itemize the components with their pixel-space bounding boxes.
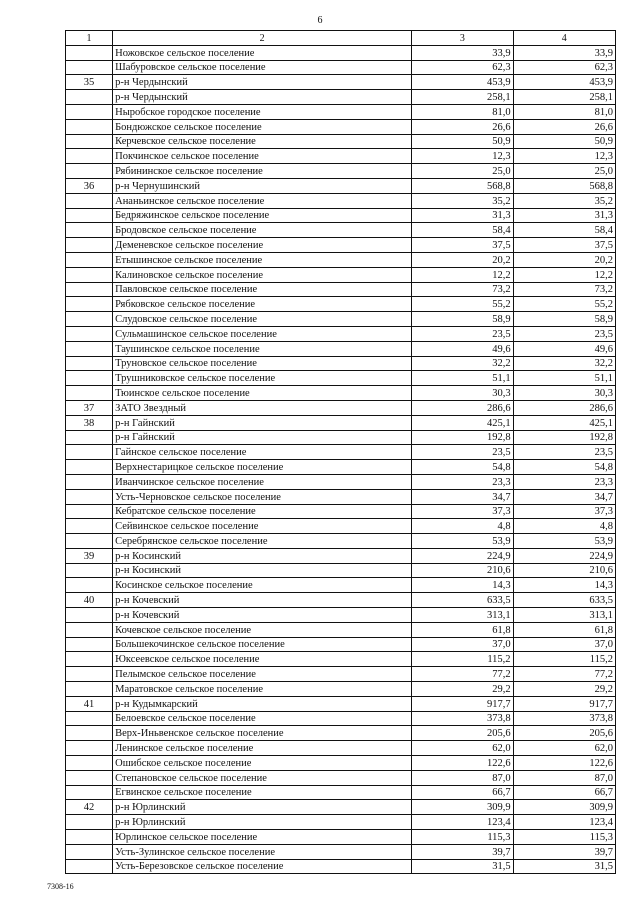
table-row bbox=[66, 578, 616, 593]
value-col4-cell: 32,2 bbox=[513, 356, 615, 371]
table-row bbox=[66, 563, 616, 578]
document-code: 7308-16 bbox=[47, 882, 74, 891]
table-row bbox=[66, 652, 616, 667]
value-col4-cell: 115,2 bbox=[513, 652, 615, 667]
value-col3-cell: 77,2 bbox=[412, 667, 513, 682]
row-number-cell bbox=[66, 371, 113, 386]
table-row bbox=[66, 637, 616, 652]
value-col3-cell: 258,1 bbox=[412, 90, 513, 105]
row-number-cell bbox=[66, 534, 113, 549]
value-col3-cell: 66,7 bbox=[412, 785, 513, 800]
value-col3-cell: 53,9 bbox=[412, 534, 513, 549]
row-number-cell bbox=[66, 682, 113, 697]
value-col4-cell: 192,8 bbox=[513, 430, 615, 445]
table-row bbox=[66, 430, 616, 445]
municipality-name-cell: Бондюжское сельское поселение bbox=[113, 119, 412, 134]
municipality-name-cell: Белоевское сельское поселение bbox=[113, 711, 412, 726]
table-row bbox=[66, 312, 616, 327]
value-col3-cell: 192,8 bbox=[412, 430, 513, 445]
table-row bbox=[66, 238, 616, 253]
table-row bbox=[66, 90, 616, 105]
table-row bbox=[66, 223, 616, 238]
value-col3-cell: 32,2 bbox=[412, 356, 513, 371]
value-col4-cell: 31,3 bbox=[513, 208, 615, 223]
table-body bbox=[66, 31, 616, 874]
value-col4-cell: 53,9 bbox=[513, 534, 615, 549]
value-col3-cell: 31,5 bbox=[412, 859, 513, 874]
value-col3-cell: 23,3 bbox=[412, 474, 513, 489]
row-number-cell bbox=[66, 119, 113, 134]
municipality-name-cell: Тюинское сельское поселение bbox=[113, 386, 412, 401]
value-col3-cell: 205,6 bbox=[412, 726, 513, 741]
municipality-name-cell: р-н Косинский bbox=[113, 563, 412, 578]
row-number-cell bbox=[66, 356, 113, 371]
value-col3-cell: 425,1 bbox=[412, 415, 513, 430]
row-number-cell bbox=[66, 711, 113, 726]
value-col4-cell: 4,8 bbox=[513, 519, 615, 534]
value-col4-cell: 23,5 bbox=[513, 445, 615, 460]
column-header-1: 1 bbox=[66, 31, 113, 46]
value-col3-cell: 58,4 bbox=[412, 223, 513, 238]
allocation-table bbox=[65, 30, 616, 874]
value-col3-cell: 917,7 bbox=[412, 696, 513, 711]
value-col3-cell: 34,7 bbox=[412, 489, 513, 504]
municipality-name-cell: Калиновское сельское поселение bbox=[113, 267, 412, 282]
value-col3-cell: 58,9 bbox=[412, 312, 513, 327]
table-row bbox=[66, 386, 616, 401]
row-number-cell bbox=[66, 489, 113, 504]
municipality-name-cell: Усть-Черновское сельское поселение bbox=[113, 489, 412, 504]
table-row bbox=[66, 474, 616, 489]
value-col4-cell: 313,1 bbox=[513, 608, 615, 623]
value-col3-cell: 29,2 bbox=[412, 682, 513, 697]
value-col4-cell: 26,6 bbox=[513, 119, 615, 134]
value-col4-cell: 12,2 bbox=[513, 267, 615, 282]
municipality-name-cell: Ленинское сельское поселение bbox=[113, 741, 412, 756]
value-col4-cell: 66,7 bbox=[513, 785, 615, 800]
row-number-cell bbox=[66, 104, 113, 119]
row-number-cell bbox=[66, 756, 113, 771]
value-col4-cell: 917,7 bbox=[513, 696, 615, 711]
value-col3-cell: 122,6 bbox=[412, 756, 513, 771]
municipality-name-cell: Таушинское сельское поселение bbox=[113, 341, 412, 356]
row-number-cell bbox=[66, 45, 113, 60]
value-col3-cell: 286,6 bbox=[412, 400, 513, 415]
row-number-cell bbox=[66, 726, 113, 741]
table-row bbox=[66, 800, 616, 815]
municipality-name-cell: Ножовское сельское поселение bbox=[113, 45, 412, 60]
row-number-cell bbox=[66, 460, 113, 475]
table-row bbox=[66, 75, 616, 90]
municipality-name-cell: Юрлинское сельское поселение bbox=[113, 830, 412, 845]
value-col4-cell: 210,6 bbox=[513, 563, 615, 578]
value-col4-cell: 205,6 bbox=[513, 726, 615, 741]
row-number-cell bbox=[66, 504, 113, 519]
table-row bbox=[66, 178, 616, 193]
value-col3-cell: 123,4 bbox=[412, 815, 513, 830]
table-row bbox=[66, 489, 616, 504]
row-number-cell: 40 bbox=[66, 593, 113, 608]
row-number-cell bbox=[66, 238, 113, 253]
row-number-cell bbox=[66, 622, 113, 637]
value-col4-cell: 633,5 bbox=[513, 593, 615, 608]
row-number-cell bbox=[66, 60, 113, 75]
municipality-name-cell: Сульмашинское сельское поселение bbox=[113, 326, 412, 341]
column-header-2: 2 bbox=[113, 31, 412, 46]
table-row bbox=[66, 548, 616, 563]
table-row bbox=[66, 859, 616, 874]
row-number-cell: 38 bbox=[66, 415, 113, 430]
value-col4-cell: 37,5 bbox=[513, 238, 615, 253]
value-col4-cell: 373,8 bbox=[513, 711, 615, 726]
table-row bbox=[66, 149, 616, 164]
row-number-cell bbox=[66, 252, 113, 267]
table-row bbox=[66, 193, 616, 208]
table-row bbox=[66, 297, 616, 312]
value-col4-cell: 81,0 bbox=[513, 104, 615, 119]
value-col3-cell: 55,2 bbox=[412, 297, 513, 312]
row-number-cell bbox=[66, 519, 113, 534]
value-col4-cell: 77,2 bbox=[513, 667, 615, 682]
row-number-cell: 35 bbox=[66, 75, 113, 90]
table-row bbox=[66, 119, 616, 134]
value-col3-cell: 51,1 bbox=[412, 371, 513, 386]
municipality-name-cell: Степановское сельское поселение bbox=[113, 770, 412, 785]
municipality-name-cell: р-н Юрлинский bbox=[113, 815, 412, 830]
municipality-name-cell: Павловское сельское поселение bbox=[113, 282, 412, 297]
value-col4-cell: 30,3 bbox=[513, 386, 615, 401]
municipality-name-cell: Труновское сельское поселение bbox=[113, 356, 412, 371]
row-number-cell: 42 bbox=[66, 800, 113, 815]
value-col3-cell: 30,3 bbox=[412, 386, 513, 401]
row-number-cell bbox=[66, 297, 113, 312]
municipality-name-cell: Гайнское сельское поселение bbox=[113, 445, 412, 460]
municipality-name-cell: Усть-Зулинское сельское поселение bbox=[113, 844, 412, 859]
municipality-name-cell: Усть-Березовское сельское поселение bbox=[113, 859, 412, 874]
row-number-cell bbox=[66, 474, 113, 489]
value-col3-cell: 73,2 bbox=[412, 282, 513, 297]
table-row bbox=[66, 785, 616, 800]
value-col3-cell: 14,3 bbox=[412, 578, 513, 593]
page-number: 6 bbox=[317, 15, 323, 26]
municipality-name-cell: Ошибское сельское поселение bbox=[113, 756, 412, 771]
table-row bbox=[66, 504, 616, 519]
table-row bbox=[66, 60, 616, 75]
value-col4-cell: 54,8 bbox=[513, 460, 615, 475]
value-col4-cell: 14,3 bbox=[513, 578, 615, 593]
table-row bbox=[66, 534, 616, 549]
row-number-cell bbox=[66, 815, 113, 830]
row-number-cell bbox=[66, 90, 113, 105]
municipality-name-cell: р-н Гайнский bbox=[113, 430, 412, 445]
row-number-cell bbox=[66, 282, 113, 297]
row-number-cell: 37 bbox=[66, 400, 113, 415]
table-row bbox=[66, 593, 616, 608]
table-row bbox=[66, 415, 616, 430]
value-col3-cell: 23,5 bbox=[412, 445, 513, 460]
table-row bbox=[66, 400, 616, 415]
table-row bbox=[66, 770, 616, 785]
value-col3-cell: 37,3 bbox=[412, 504, 513, 519]
value-col3-cell: 373,8 bbox=[412, 711, 513, 726]
table-row bbox=[66, 519, 616, 534]
municipality-name-cell: Верх-Иньвенское сельское поселение bbox=[113, 726, 412, 741]
value-col4-cell: 25,0 bbox=[513, 164, 615, 179]
table-row bbox=[66, 45, 616, 60]
row-number-cell bbox=[66, 637, 113, 652]
row-number-cell bbox=[66, 134, 113, 149]
value-col4-cell: 39,7 bbox=[513, 844, 615, 859]
value-col4-cell: 49,6 bbox=[513, 341, 615, 356]
value-col3-cell: 39,7 bbox=[412, 844, 513, 859]
value-col4-cell: 23,3 bbox=[513, 474, 615, 489]
value-col3-cell: 81,0 bbox=[412, 104, 513, 119]
column-header-4: 4 bbox=[513, 31, 615, 46]
value-col4-cell: 62,0 bbox=[513, 741, 615, 756]
value-col4-cell: 31,5 bbox=[513, 859, 615, 874]
table-row bbox=[66, 815, 616, 830]
table-row bbox=[66, 371, 616, 386]
table-row bbox=[66, 726, 616, 741]
table-row bbox=[66, 696, 616, 711]
municipality-name-cell: р-н Гайнский bbox=[113, 415, 412, 430]
value-col4-cell: 286,6 bbox=[513, 400, 615, 415]
row-number-cell bbox=[66, 830, 113, 845]
value-col3-cell: 61,8 bbox=[412, 622, 513, 637]
municipality-name-cell: Покчинское сельское поселение bbox=[113, 149, 412, 164]
row-number-cell bbox=[66, 859, 113, 874]
value-col4-cell: 115,3 bbox=[513, 830, 615, 845]
table-row bbox=[66, 830, 616, 845]
table-row bbox=[66, 104, 616, 119]
value-col4-cell: 12,3 bbox=[513, 149, 615, 164]
value-col4-cell: 23,5 bbox=[513, 326, 615, 341]
municipality-name-cell: ЗАТО Звездный bbox=[113, 400, 412, 415]
municipality-name-cell: р-н Кочевский bbox=[113, 593, 412, 608]
value-col4-cell: 568,8 bbox=[513, 178, 615, 193]
value-col4-cell: 34,7 bbox=[513, 489, 615, 504]
value-col3-cell: 62,3 bbox=[412, 60, 513, 75]
row-number-cell bbox=[66, 608, 113, 623]
row-number-cell bbox=[66, 193, 113, 208]
value-col4-cell: 50,9 bbox=[513, 134, 615, 149]
municipality-name-cell: р-н Чердынский bbox=[113, 90, 412, 105]
value-col3-cell: 26,6 bbox=[412, 119, 513, 134]
value-col3-cell: 25,0 bbox=[412, 164, 513, 179]
value-col3-cell: 224,9 bbox=[412, 548, 513, 563]
municipality-name-cell: Юксеевское сельское поселение bbox=[113, 652, 412, 667]
value-col3-cell: 20,2 bbox=[412, 252, 513, 267]
value-col4-cell: 61,8 bbox=[513, 622, 615, 637]
value-col4-cell: 224,9 bbox=[513, 548, 615, 563]
row-number-cell bbox=[66, 208, 113, 223]
value-col4-cell: 20,2 bbox=[513, 252, 615, 267]
value-col3-cell: 12,2 bbox=[412, 267, 513, 282]
value-col4-cell: 33,9 bbox=[513, 45, 615, 60]
row-number-cell bbox=[66, 341, 113, 356]
value-col3-cell: 50,9 bbox=[412, 134, 513, 149]
row-number-cell bbox=[66, 149, 113, 164]
table-row bbox=[66, 134, 616, 149]
value-col4-cell: 51,1 bbox=[513, 371, 615, 386]
table-row bbox=[66, 341, 616, 356]
municipality-name-cell: Керчевское сельское поселение bbox=[113, 134, 412, 149]
row-number-cell bbox=[66, 563, 113, 578]
municipality-name-cell: Сейвинское сельское поселение bbox=[113, 519, 412, 534]
row-number-cell bbox=[66, 741, 113, 756]
value-col3-cell: 4,8 bbox=[412, 519, 513, 534]
row-number-cell bbox=[66, 652, 113, 667]
value-col3-cell: 31,3 bbox=[412, 208, 513, 223]
municipality-name-cell: Егвинское сельское поселение bbox=[113, 785, 412, 800]
value-col4-cell: 73,2 bbox=[513, 282, 615, 297]
value-col4-cell: 37,3 bbox=[513, 504, 615, 519]
municipality-name-cell: Деменевское сельское поселение bbox=[113, 238, 412, 253]
municipality-name-cell: р-н Чернушинский bbox=[113, 178, 412, 193]
table-row bbox=[66, 208, 616, 223]
municipality-name-cell: Ананьинское сельское поселение bbox=[113, 193, 412, 208]
value-col3-cell: 12,3 bbox=[412, 149, 513, 164]
municipality-name-cell: Пелымское сельское поселение bbox=[113, 667, 412, 682]
municipality-name-cell: Бродовское сельское поселение bbox=[113, 223, 412, 238]
value-col3-cell: 62,0 bbox=[412, 741, 513, 756]
municipality-name-cell: Трушниковское сельское поселение bbox=[113, 371, 412, 386]
value-col3-cell: 115,3 bbox=[412, 830, 513, 845]
row-number-cell bbox=[66, 312, 113, 327]
row-number-cell bbox=[66, 844, 113, 859]
table-row bbox=[66, 844, 616, 859]
value-col3-cell: 33,9 bbox=[412, 45, 513, 60]
table-row bbox=[66, 667, 616, 682]
value-col3-cell: 37,0 bbox=[412, 637, 513, 652]
value-col4-cell: 58,9 bbox=[513, 312, 615, 327]
municipality-name-cell: Верхнестарицкое сельское поселение bbox=[113, 460, 412, 475]
municipality-name-cell: Шабуровское сельское поселение bbox=[113, 60, 412, 75]
value-col4-cell: 453,9 bbox=[513, 75, 615, 90]
column-header-3: 3 bbox=[412, 31, 513, 46]
value-col3-cell: 568,8 bbox=[412, 178, 513, 193]
table-row bbox=[66, 252, 616, 267]
row-number-cell bbox=[66, 445, 113, 460]
row-number-cell bbox=[66, 785, 113, 800]
value-col4-cell: 29,2 bbox=[513, 682, 615, 697]
municipality-name-cell: р-н Кудымкарский bbox=[113, 696, 412, 711]
table-row bbox=[66, 445, 616, 460]
municipality-name-cell: Иванчинское сельское поселение bbox=[113, 474, 412, 489]
value-col3-cell: 54,8 bbox=[412, 460, 513, 475]
row-number-cell: 36 bbox=[66, 178, 113, 193]
table-header-row bbox=[66, 31, 616, 46]
row-number-cell bbox=[66, 386, 113, 401]
municipality-name-cell: Етышинское сельское поселение bbox=[113, 252, 412, 267]
row-number-cell: 39 bbox=[66, 548, 113, 563]
value-col3-cell: 210,6 bbox=[412, 563, 513, 578]
value-col4-cell: 62,3 bbox=[513, 60, 615, 75]
row-number-cell bbox=[66, 267, 113, 282]
municipality-name-cell: Серебрянское сельское поселение bbox=[113, 534, 412, 549]
value-col3-cell: 35,2 bbox=[412, 193, 513, 208]
row-number-cell: 41 bbox=[66, 696, 113, 711]
municipality-name-cell: р-н Чердынский bbox=[113, 75, 412, 90]
municipality-name-cell: Кочевское сельское поселение bbox=[113, 622, 412, 637]
municipality-name-cell: Рябининское сельское поселение bbox=[113, 164, 412, 179]
value-col4-cell: 37,0 bbox=[513, 637, 615, 652]
municipality-name-cell: Бедряжинское сельское поселение bbox=[113, 208, 412, 223]
row-number-cell bbox=[66, 223, 113, 238]
municipality-name-cell: Слудовское сельское поселение bbox=[113, 312, 412, 327]
value-col4-cell: 309,9 bbox=[513, 800, 615, 815]
municipality-name-cell: Косинское сельское поселение bbox=[113, 578, 412, 593]
municipality-name-cell: Рябковское сельское поселение bbox=[113, 297, 412, 312]
table-row bbox=[66, 741, 616, 756]
row-number-cell bbox=[66, 667, 113, 682]
municipality-name-cell: Маратовское сельское поселение bbox=[113, 682, 412, 697]
value-col4-cell: 35,2 bbox=[513, 193, 615, 208]
row-number-cell bbox=[66, 326, 113, 341]
value-col4-cell: 123,4 bbox=[513, 815, 615, 830]
table-row bbox=[66, 267, 616, 282]
table-row bbox=[66, 282, 616, 297]
value-col4-cell: 55,2 bbox=[513, 297, 615, 312]
row-number-cell bbox=[66, 430, 113, 445]
value-col3-cell: 633,5 bbox=[412, 593, 513, 608]
value-col3-cell: 23,5 bbox=[412, 326, 513, 341]
table-row bbox=[66, 326, 616, 341]
value-col3-cell: 37,5 bbox=[412, 238, 513, 253]
value-col3-cell: 309,9 bbox=[412, 800, 513, 815]
table-row bbox=[66, 622, 616, 637]
value-col3-cell: 115,2 bbox=[412, 652, 513, 667]
row-number-cell bbox=[66, 770, 113, 785]
table-row bbox=[66, 356, 616, 371]
value-col4-cell: 258,1 bbox=[513, 90, 615, 105]
table-row bbox=[66, 756, 616, 771]
municipality-name-cell: р-н Кочевский bbox=[113, 608, 412, 623]
value-col4-cell: 58,4 bbox=[513, 223, 615, 238]
table-row bbox=[66, 164, 616, 179]
table-row bbox=[66, 682, 616, 697]
table-row bbox=[66, 608, 616, 623]
value-col3-cell: 453,9 bbox=[412, 75, 513, 90]
value-col4-cell: 87,0 bbox=[513, 770, 615, 785]
municipality-name-cell: Ныробское городское поселение bbox=[113, 104, 412, 119]
table-row bbox=[66, 711, 616, 726]
value-col3-cell: 49,6 bbox=[412, 341, 513, 356]
municipality-name-cell: р-н Юрлинский bbox=[113, 800, 412, 815]
value-col3-cell: 313,1 bbox=[412, 608, 513, 623]
value-col3-cell: 87,0 bbox=[412, 770, 513, 785]
row-number-cell bbox=[66, 578, 113, 593]
municipality-name-cell: Кебратское сельское поселение bbox=[113, 504, 412, 519]
row-number-cell bbox=[66, 164, 113, 179]
value-col4-cell: 122,6 bbox=[513, 756, 615, 771]
table-row bbox=[66, 460, 616, 475]
value-col4-cell: 425,1 bbox=[513, 415, 615, 430]
municipality-name-cell: р-н Косинский bbox=[113, 548, 412, 563]
municipality-name-cell: Большекочинское сельское поселение bbox=[113, 637, 412, 652]
